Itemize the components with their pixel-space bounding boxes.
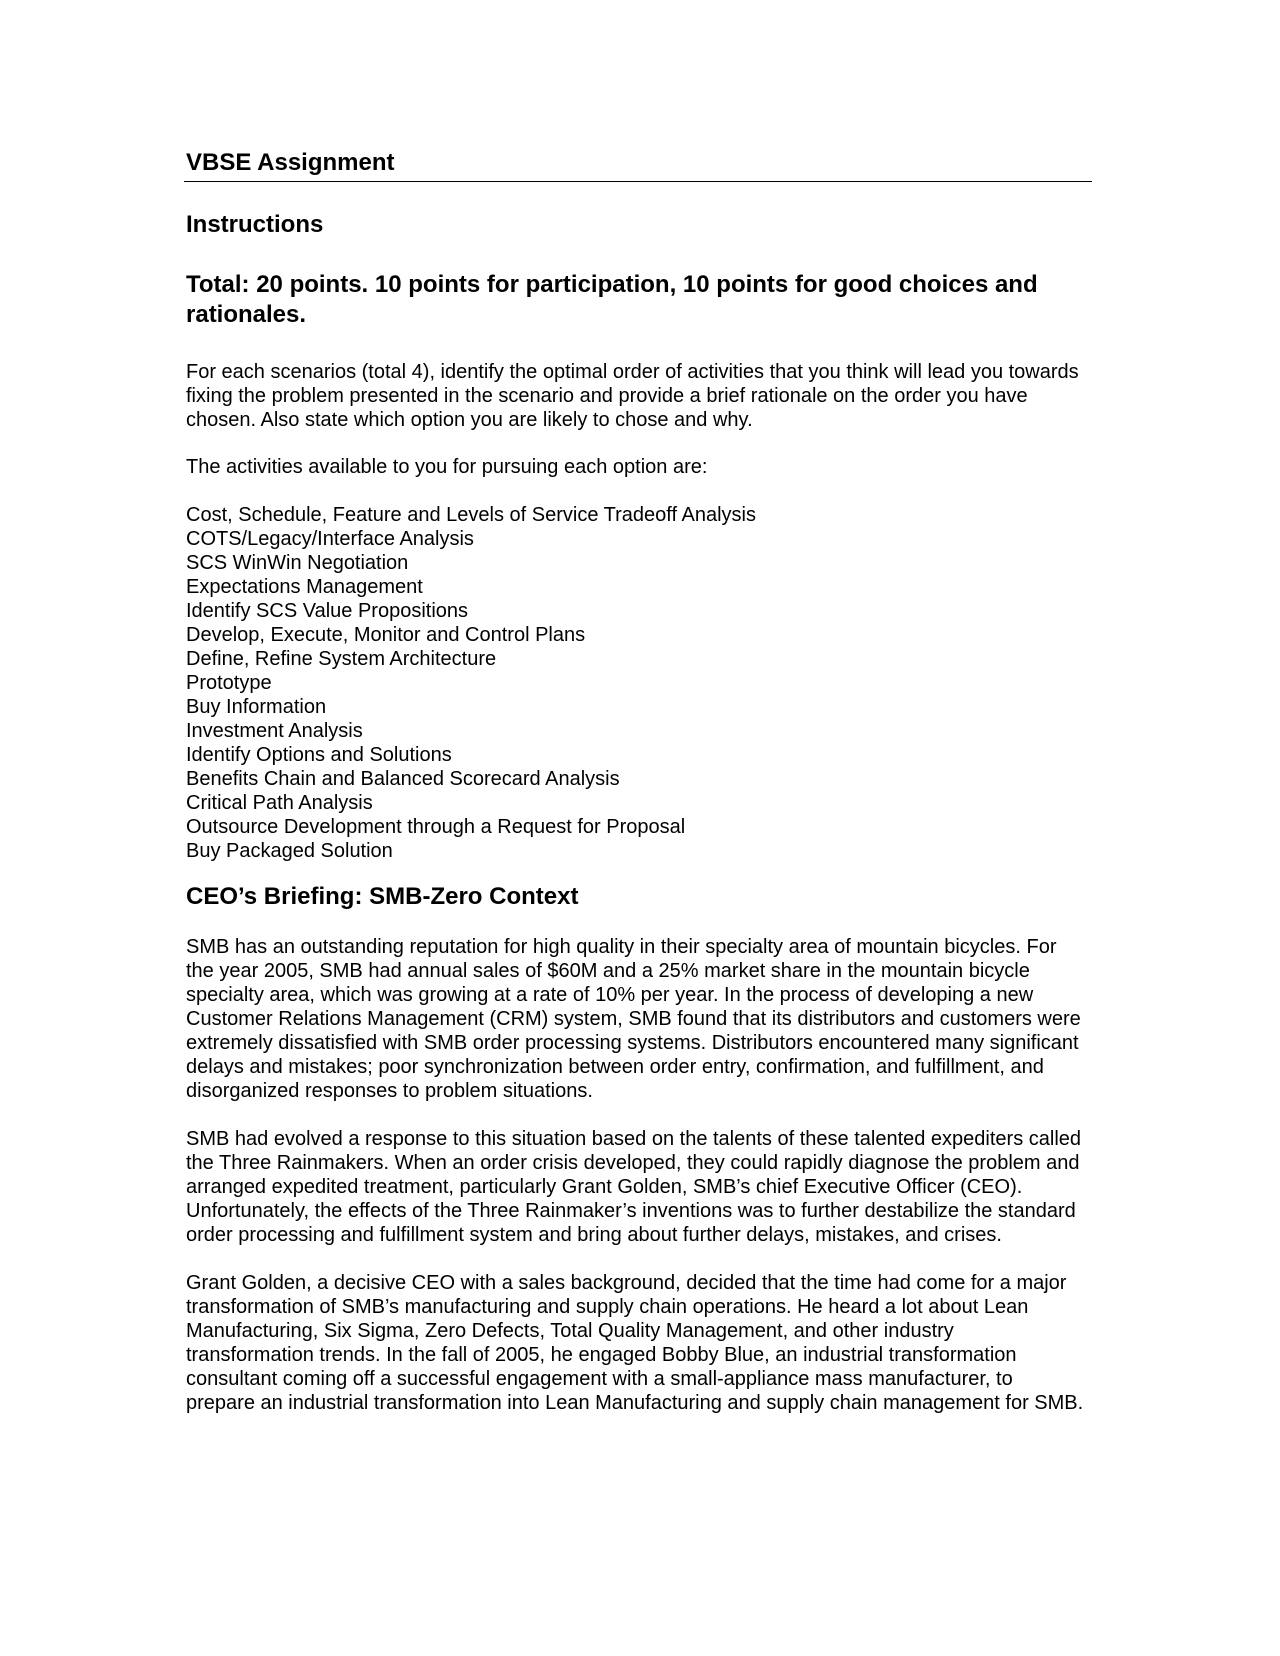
activity-item: SCS WinWin Negotiation [186, 552, 409, 574]
briefing-paragraph: SMB has an outstanding reputation for high quality in their specialty area of mountain bicycles. For the year 2005, SMB had annual sales of $60M and a 25% market share in the mountain bicycle specialty area, which was growing at a rate of 10% per year. In the process of developing a new Customer Relations Management (CRM) system, SMB found that its distributors and customers were extremely dissatisfied with SMB order processing systems. Distributors encountered many significant delays and mistakes; poor synchronization between order entry, confirmation, and fulfillment, and disorganized responses to problem situations. [186, 936, 1081, 1102]
activity-item: Cost, Schedule, Feature and Levels of Service Tradeoff Analysis [186, 504, 756, 526]
activity-item: Critical Path Analysis [186, 792, 373, 814]
activity-item: Outsource Development through a Request for Proposal [186, 816, 686, 838]
instructions-heading: Instructions [186, 211, 324, 238]
activity-item: Investment Analysis [186, 720, 363, 742]
activity-item: Expectations Management [186, 576, 423, 598]
activity-item: Identify Options and Solutions [186, 744, 452, 766]
activity-item: Identify SCS Value Propositions [186, 600, 469, 622]
intro-paragraph: For each scenarios (total 4), identify the optimal order of activities that you think will lead you towards fixing the problem presented in the scenario and provide a brief rationale on the order you have chosen. Also state which option you are likely to chose and why. [186, 361, 1079, 431]
activity-item: Benefits Chain and Balanced Scorecard Analysis [186, 768, 620, 790]
activity-item: Develop, Execute, Monitor and Control Plans [186, 624, 586, 646]
ceo-briefing-heading: CEO’s Briefing: SMB-Zero Context [186, 883, 579, 910]
document-title: VBSE Assignment [184, 148, 1092, 182]
activity-item: Buy Packaged Solution [186, 840, 393, 862]
activities-list [186, 503, 1086, 863]
document-page [186, 148, 1086, 1415]
activity-item: Buy Information [186, 696, 327, 718]
activities-intro: The activities available to you for pursuing each option are: [186, 456, 708, 478]
activity-item: Define, Refine System Architecture [186, 648, 497, 670]
activity-item: Prototype [186, 672, 272, 694]
briefing-paragraph: SMB had evolved a response to this situation based on the talents of these talented expediters called the Three Rainmakers. When an order crisis developed, they could rapidly diagnose the problem and arranged expedited treatment, particularly Grant Golden, SMB’s chief Executive Officer (CEO). Unfortunately, the effects of the Three Rainmaker’s inventions was to further destabilize the standard order processing and fulfillment system and bring about further delays, mistakes, and crises. [186, 1128, 1082, 1246]
briefing-paragraph: Grant Golden, a decisive CEO with a sales background, decided that the time had come for a major transformation of SMB’s manufacturing and supply chain operations. He heard a lot about Lean Manufacturing, Six Sigma, Zero Defects, Total Quality Management, and other industry transformation trends. In the fall of 2005, he engaged Bobby Blue, an industrial transformation consultant coming off a successful engagement with a small-appliance mass manufacturer, to prepare an industrial transformation into Lean Manufacturing and supply chain management for SMB. [186, 1272, 1084, 1414]
total-points-heading: Total: 20 points. 10 points for participation, 10 points for good choices and rationales. [186, 271, 1038, 328]
activity-item: COTS/Legacy/Interface Analysis [186, 528, 474, 550]
